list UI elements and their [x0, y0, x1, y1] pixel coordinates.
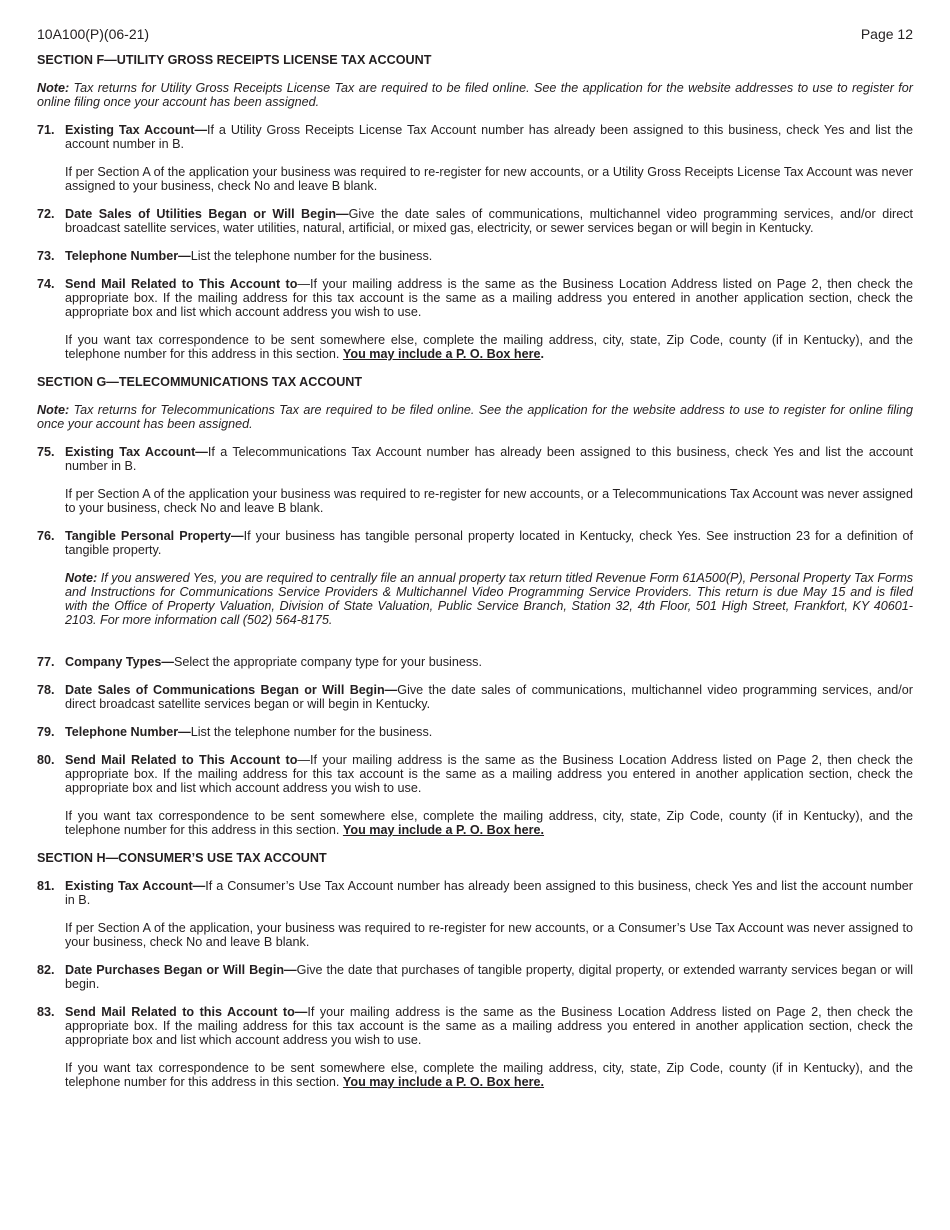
item-title: Telephone Number—	[65, 725, 191, 739]
item-title: Telephone Number—	[65, 249, 191, 263]
instruction-item	[37, 445, 913, 515]
instruction-item	[37, 1005, 913, 1089]
instruction-item	[37, 207, 913, 235]
item-number: 81.	[37, 879, 55, 893]
item-number: 77.	[37, 655, 55, 669]
item-number: 80.	[37, 753, 55, 767]
item-text: If a Consumer’s Use Tax Account number has already been assigned to this business, check Yes and list the account number in B.	[65, 879, 913, 907]
item-number: 73.	[37, 249, 55, 263]
page-header	[37, 26, 913, 42]
item-text: If a Telecommunications Tax Account number has already been assigned to this business, check Yes and list the account number in B.	[65, 445, 913, 473]
item-number: 76.	[37, 529, 55, 543]
item-title: Date Sales of Utilities Began or Will Begin—	[65, 207, 349, 221]
item-title: Existing Tax Account—	[65, 123, 208, 137]
item-paragraph: If you want tax correspondence to be sent somewhere else, complete the mailing address, city, state, Zip Code, county (if in Kentucky), and the telephone number for this address in this section.	[65, 1061, 913, 1089]
item-text: If your business has tangible personal property located in Kentucky, check Yes. See instruction 23 for a definition of tangible property.	[65, 529, 913, 557]
note-text: If you answered Yes, you are required to centrally file an annual property tax return titled Revenue Form 61A500(P), Personal Property Tax Forms and Instructions for Communications Service Providers & Multichannel Video Programming Service Providers. This return is due May 15 and is filed with the Office of Property Valuation, Division of State Valuation, Public Service Branch, Station 32, 4th Floor, 501 High Street, Frankfort, KY 40601-2103. For more information call (502) 564-8175.	[65, 571, 913, 627]
page-number: Page 12	[860, 26, 913, 42]
item-number: 72.	[37, 207, 55, 221]
item-text: Give the date sales of communications, multichannel video programming services, and/or direct broadcast satellite services, water utilities, natural, artificial, or mixed gas, electricity, or sewer services began or will begin in Kentucky.	[65, 207, 913, 235]
item-note	[65, 571, 913, 627]
instruction-item	[37, 753, 913, 837]
item-text: If your mailing address is the same as the Business Location Address listed on Page 2, then check the appropriate box. If the mailing address for this tax account is the same as a mailing address you entered in another application section, check the appropriate box and list which account address you wish to use.	[65, 1005, 914, 1047]
section-title: SECTION F—UTILITY GROSS RECEIPTS LICENSE TAX ACCOUNT	[37, 53, 432, 67]
instruction-item	[37, 655, 913, 669]
po-box-tail: .	[540, 347, 545, 361]
item-paragraph: If per Section A of the application your business was required to re-register for new accounts, or a Utility Gross Receipts License Tax Account was never assigned to your business, check No and leave B blank.	[65, 165, 913, 193]
instruction-item	[37, 879, 913, 949]
po-box-note: You may include a P. O. Box here	[342, 347, 541, 361]
item-title: Date Purchases Began or Will Begin—	[65, 963, 297, 977]
item-text: List the telephone number for the business.	[190, 725, 433, 739]
item-number: 82.	[37, 963, 55, 977]
item-number: 79.	[37, 725, 55, 739]
form-id: 10A100(P)(06-21)	[37, 26, 150, 42]
section-title: SECTION H—CONSUMER’S USE TAX ACCOUNT	[37, 851, 327, 865]
item-title: Date Sales of Communications Began or Will Begin—	[65, 683, 398, 697]
item-text: Give the date sales of communications, multichannel video programming services, and/or direct broadcast satellite services began or will begin in Kentucky.	[65, 683, 913, 711]
item-title: Tangible Personal Property—	[65, 529, 244, 543]
note-label: Note:	[37, 403, 70, 417]
section-note	[37, 403, 913, 431]
item-title: Send Mail Related to this Account to—	[65, 1005, 308, 1019]
item-text: Give the date that purchases of tangible property, digital property, or extended warranty services began or will begin.	[65, 963, 913, 991]
po-box-note: You may include a P. O. Box here.	[342, 1075, 545, 1089]
item-number: 78.	[37, 683, 55, 697]
instruction-item	[37, 683, 913, 711]
item-text: Select the appropriate company type for your business.	[173, 655, 482, 669]
instruction-item	[37, 529, 913, 641]
section-note	[37, 81, 913, 109]
item-text: —If your mailing address is the same as the Business Location Address listed on Page 2, then check the appropriate box. If the mailing address for this tax account is the same as a mailing address you entered in another application section, check the appropriate box and list which account address you wish to use.	[65, 277, 914, 319]
item-title: Company Types—	[65, 655, 174, 669]
instruction-item	[37, 249, 913, 263]
item-number: 71.	[37, 123, 55, 137]
item-text: List the telephone number for the business.	[190, 249, 433, 263]
instruction-item	[37, 725, 913, 739]
item-paragraph: If per Section A of the application your business was required to re-register for new accounts, or a Telecommunications Tax Account was never assigned to your business, check No and leave B blank.	[65, 487, 913, 515]
section-title: SECTION G—TELECOMMUNICATIONS TAX ACCOUNT	[37, 375, 363, 389]
instruction-item	[37, 123, 913, 193]
item-text: If a Utility Gross Receipts License Tax Account number has already been assigned to this business, check Yes and list the account number in B.	[65, 123, 913, 151]
po-box-note: You may include a P. O. Box here.	[342, 823, 545, 837]
instruction-item	[37, 277, 913, 361]
item-paragraph: If you want tax correspondence to be sent somewhere else, complete the mailing address, city, state, Zip Code, county (if in Kentucky), and the telephone number for this address in this section.	[65, 333, 913, 361]
item-paragraph: If per Section A of the application, your business was required to re-register for new accounts, or a Consumer’s Use Tax Account was never assigned to your business, check No and leave B blank.	[65, 921, 913, 949]
note-label: Note:	[65, 571, 98, 585]
note-text: Tax returns for Telecommunications Tax are required to be filed online. See the application for the website address to use to register for online filing once your account has been assigned.	[37, 403, 913, 431]
note-text: Tax returns for Utility Gross Receipts License Tax are required to be filed online. See the application for the website addresses to use to register for online filing once your account has been assigned.	[37, 81, 913, 109]
note-label: Note:	[37, 81, 70, 95]
item-number: 74.	[37, 277, 55, 291]
item-title: Send Mail Related to This Account to	[65, 753, 298, 767]
item-title: Existing Tax Account—	[65, 445, 208, 459]
item-text: —If your mailing address is the same as the Business Location Address listed on Page 2, then check the appropriate box. If the mailing address for this tax account is the same as a mailing address you entered in another application section, check the appropriate box and list which account address you wish to use.	[65, 753, 914, 795]
item-title: Send Mail Related to This Account to	[65, 277, 298, 291]
item-title: Existing Tax Account—	[65, 879, 206, 893]
item-number: 75.	[37, 445, 55, 459]
instruction-item	[37, 963, 913, 991]
item-number: 83.	[37, 1005, 55, 1019]
item-paragraph: If you want tax correspondence to be sent somewhere else, complete the mailing address, city, state, Zip Code, county (if in Kentucky), and the telephone number for this address in this section.	[65, 809, 913, 837]
document-page	[37, 26, 913, 1103]
